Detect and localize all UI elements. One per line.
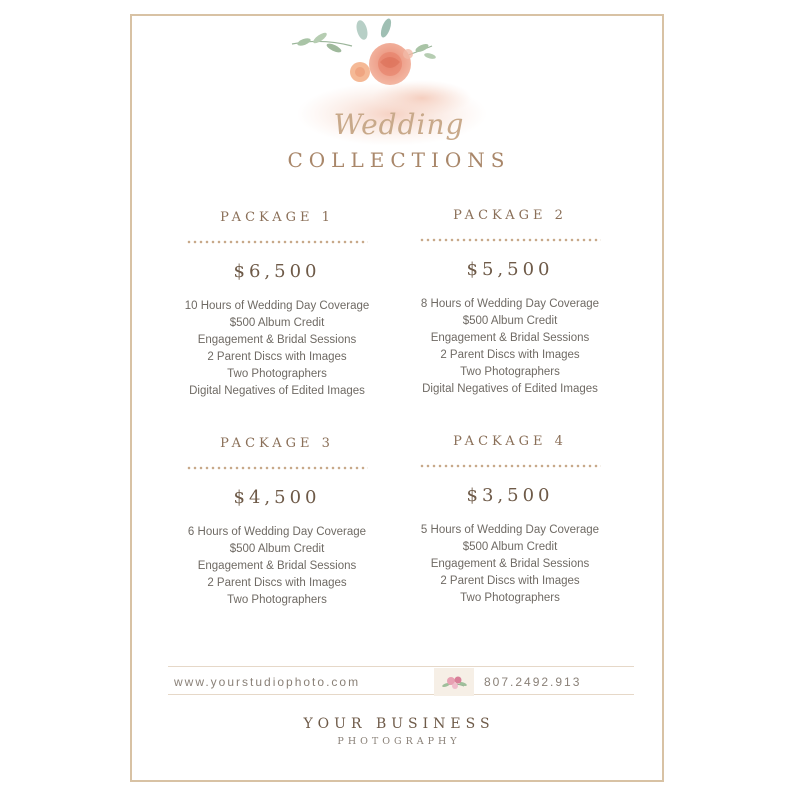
feature-item: Two Photographers bbox=[227, 368, 327, 380]
package-3 bbox=[157, 434, 397, 609]
watercolor-rose-icon bbox=[282, 16, 522, 166]
feature-item: Two Photographers bbox=[460, 366, 560, 378]
feature-item: 5 Hours of Wedding Day Coverage bbox=[420, 524, 600, 536]
script-title: Wedding bbox=[333, 108, 465, 141]
page-title: COLLECTIONS bbox=[287, 148, 511, 172]
dotted-divider bbox=[419, 238, 601, 242]
feature-item: 6 Hours of Wedding Day Coverage bbox=[187, 526, 367, 538]
feature-item: Engagement & Bridal Sessions bbox=[430, 558, 590, 570]
feature-item: Digital Negatives of Edited Images bbox=[189, 385, 365, 397]
feature-item: Two Photographers bbox=[227, 594, 327, 606]
feature-list bbox=[157, 524, 397, 609]
feature-item: 10 Hours of Wedding Day Coverage bbox=[184, 300, 370, 312]
footer-divider-top bbox=[168, 666, 634, 667]
feature-item: Digital Negatives of Edited Images bbox=[422, 383, 598, 395]
website-link[interactable]: www.yourstudiophoto.com bbox=[174, 675, 361, 689]
package-price: $6,500 bbox=[233, 261, 321, 282]
feature-item: $500 Album Credit bbox=[462, 541, 558, 553]
business-subtitle: PHOTOGRAPHY bbox=[337, 736, 461, 747]
feature-item: 2 Parent Discs with Images bbox=[440, 575, 580, 587]
feature-item: $500 Album Credit bbox=[462, 315, 558, 327]
feature-item: $500 Album Credit bbox=[229, 543, 325, 555]
dotted-divider bbox=[186, 240, 368, 244]
contact-row bbox=[168, 668, 634, 696]
package-price: $5,500 bbox=[466, 259, 554, 280]
dotted-divider bbox=[419, 464, 601, 468]
feature-item: 2 Parent Discs with Images bbox=[440, 349, 580, 361]
feature-item: 2 Parent Discs with Images bbox=[207, 577, 347, 589]
package-name: PACKAGE 2 bbox=[453, 208, 567, 223]
package-name: PACKAGE 1 bbox=[220, 210, 334, 225]
package-price: $3,500 bbox=[466, 485, 554, 506]
feature-list bbox=[157, 298, 397, 400]
feature-item: 2 Parent Discs with Images bbox=[207, 351, 347, 363]
flower-bouquet-icon bbox=[434, 668, 474, 696]
feature-list bbox=[390, 522, 630, 607]
package-name: PACKAGE 4 bbox=[453, 434, 567, 449]
package-2 bbox=[390, 206, 630, 398]
package-4 bbox=[390, 432, 630, 607]
feature-item: Engagement & Bridal Sessions bbox=[197, 560, 357, 572]
feature-item: Two Photographers bbox=[460, 592, 560, 604]
package-price: $4,500 bbox=[233, 487, 321, 508]
feature-item: $500 Album Credit bbox=[229, 317, 325, 329]
package-name: PACKAGE 3 bbox=[220, 436, 334, 451]
phone-number[interactable]: 807.2492.913 bbox=[484, 675, 582, 689]
feature-item: Engagement & Bridal Sessions bbox=[197, 334, 357, 346]
feature-list bbox=[390, 296, 630, 398]
feature-item: Engagement & Bridal Sessions bbox=[430, 332, 590, 344]
package-1 bbox=[157, 208, 397, 400]
pricing-card bbox=[130, 14, 664, 782]
business-name: YOUR BUSINESS bbox=[303, 716, 495, 732]
feature-item: 8 Hours of Wedding Day Coverage bbox=[420, 298, 600, 310]
dotted-divider bbox=[186, 466, 368, 470]
